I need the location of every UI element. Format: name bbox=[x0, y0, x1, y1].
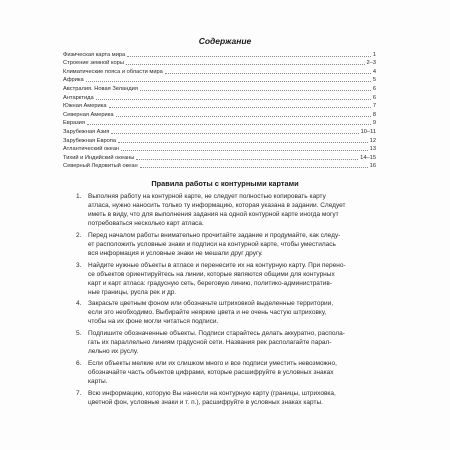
rule-number: 6. bbox=[76, 359, 82, 367]
rule-line: Если объекты мелкие или их слишком много и все подписи уместить невозможно, bbox=[88, 359, 337, 367]
toc-item-title: Зарубежная Европа bbox=[63, 137, 117, 144]
rule-text bbox=[88, 192, 386, 228]
toc-leader-dots bbox=[111, 133, 358, 134]
toc-title: Содержание bbox=[198, 36, 252, 46]
rule-line: се объектов ориентируйтесь на линии, которые являются общими для контурных bbox=[88, 270, 335, 278]
toc-row bbox=[63, 119, 376, 128]
rule-number: 1. bbox=[76, 193, 82, 200]
toc-item-title: Южная Америка bbox=[63, 103, 107, 110]
toc-item-title: Зарубежная Азия bbox=[63, 128, 110, 135]
toc-leader-dots bbox=[87, 124, 371, 125]
rule-line: карт и карт атласа: градусную сеть, береговую линию, политико-административ- bbox=[88, 279, 333, 287]
rule-line: иметь в виду, что для выполнения задания на одной контурной карте иногда могут bbox=[88, 211, 339, 219]
toc-leader-dots bbox=[116, 116, 371, 117]
rule-line: Закрасьте цветным фоном или обозначьте штриховкой выделенные территории, bbox=[88, 300, 334, 308]
toc-item-page: 12 bbox=[369, 137, 376, 144]
toc-item-page: 4 bbox=[372, 68, 376, 75]
rule-line: Всю информацию, которую Вы нанесли на контурную карту (границы, штриховка, bbox=[88, 389, 336, 397]
toc-row bbox=[63, 50, 376, 59]
toc-item-page: 8 bbox=[372, 111, 376, 118]
toc-item-page: 13 bbox=[369, 146, 376, 153]
toc-item-page: 6 bbox=[372, 94, 376, 101]
rule-text bbox=[88, 231, 386, 258]
toc-item-title: Антарктида bbox=[63, 94, 94, 101]
rule-number: 3. bbox=[76, 261, 82, 269]
toc-item-page: 10–11 bbox=[360, 128, 376, 135]
rule-text bbox=[88, 299, 386, 326]
rule-line: цветной фон, условные знаки и т. п.), расшифруйте в условных знаках карты. bbox=[88, 398, 323, 406]
toc-row bbox=[63, 76, 376, 85]
rule-text bbox=[88, 329, 386, 356]
rule-item bbox=[76, 231, 386, 258]
toc-leader-dots bbox=[86, 81, 371, 82]
rule-line: гать их параллельно линиям градусной сети. Названия рек располагайте парал- bbox=[88, 339, 332, 347]
toc-item-title: Строение земной коры bbox=[63, 60, 124, 67]
rule-item bbox=[76, 359, 386, 386]
toc-row bbox=[63, 84, 376, 93]
rule-line: лельно их руслу. bbox=[88, 348, 139, 356]
rule-line: атласа, нужно наносить только ту информацию, которая указана в задании. Следует bbox=[88, 202, 346, 210]
rule-line: вся информация и условные знаки не мешали друг другу. bbox=[88, 249, 263, 257]
toc-item-title: Северный Ледовитый океан bbox=[63, 163, 138, 170]
rule-line: потребоваться несколько карт атласа. bbox=[88, 220, 204, 228]
rule-line: если это необходимо. Выбирайте неяркие цвета и не очень частую штриховку, bbox=[88, 309, 327, 317]
rule-number: 2. bbox=[76, 231, 82, 239]
toc-leader-dots bbox=[109, 107, 371, 108]
rule-number: 4. bbox=[76, 300, 82, 308]
toc-leader-dots bbox=[140, 167, 368, 168]
rule-item bbox=[76, 192, 386, 228]
rule-line: карты. bbox=[88, 377, 108, 385]
toc-row bbox=[63, 102, 376, 111]
toc-row bbox=[63, 110, 376, 119]
toc-item-page: 14–15 bbox=[360, 154, 376, 161]
rule-line: обозначайте часть объектов цифрами, которые расшифруйте в условных знаках bbox=[88, 368, 334, 376]
rule-item bbox=[76, 299, 386, 326]
rule-line: Перед началом работы внимательно прочитайте задание и продумайте, как следу- bbox=[88, 231, 341, 239]
toc-item-page: 5 bbox=[372, 77, 376, 84]
toc-leader-dots bbox=[127, 56, 371, 57]
toc-leader-dots bbox=[140, 90, 371, 91]
toc-leader-dots bbox=[165, 73, 371, 74]
rule-item bbox=[76, 329, 386, 356]
rule-item bbox=[76, 389, 386, 407]
toc-leader-dots bbox=[121, 150, 368, 151]
rule-line: чтобы на их фоне могли читаться подписи. bbox=[88, 318, 219, 326]
rule-text bbox=[88, 359, 386, 386]
toc-item-page: 9 bbox=[372, 120, 376, 127]
rule-text bbox=[88, 261, 386, 297]
toc-item-title: Африка bbox=[63, 77, 84, 84]
rule-line: Найдите нужные объекты в атласе и перенесите их на контурную карту. При перено- bbox=[88, 261, 346, 269]
toc-leader-dots bbox=[96, 99, 371, 100]
rules-list bbox=[76, 192, 386, 409]
toc-row bbox=[63, 145, 376, 154]
toc-item-title: Тихий и Индийский океаны bbox=[63, 154, 135, 161]
toc-row bbox=[63, 162, 376, 171]
rule-line: ные границы, русла рек и др. bbox=[88, 288, 177, 296]
rule-number: 5. bbox=[76, 330, 82, 338]
toc-leader-dots bbox=[118, 142, 368, 143]
toc-item-title: Евразия bbox=[63, 120, 85, 127]
toc-leader-dots bbox=[136, 159, 358, 160]
toc-row bbox=[63, 59, 376, 68]
rule-line: Выполняя работу на контурной карте, не следует полностью копировать карту bbox=[88, 193, 326, 200]
toc-item-page: 16 bbox=[369, 163, 376, 170]
toc-item-title: Атлантический океан bbox=[63, 146, 120, 153]
table-of-contents bbox=[63, 50, 376, 170]
rule-line: ет расположить условные знаки и подписи на контурной карте, чтобы уместилась bbox=[88, 240, 336, 248]
toc-item-title: Северная Америка bbox=[63, 111, 114, 118]
toc-item-title: Австралия. Новая Зеландия bbox=[63, 85, 138, 92]
toc-row bbox=[63, 93, 376, 102]
toc-row bbox=[63, 136, 376, 145]
toc-item-title: Климатические пояса и области мира bbox=[63, 68, 163, 75]
rules-title: Правила работы с контурными картами bbox=[151, 179, 299, 188]
toc-row bbox=[63, 67, 376, 76]
rule-item bbox=[76, 261, 386, 297]
toc-item-page: 6 bbox=[372, 85, 376, 92]
toc-item-title: Физическая карта мира bbox=[63, 51, 126, 58]
toc-row bbox=[63, 127, 376, 136]
toc-item-page: 1 bbox=[372, 51, 376, 58]
rule-text bbox=[88, 389, 386, 407]
rule-number: 7. bbox=[76, 389, 82, 397]
toc-leader-dots bbox=[126, 64, 365, 65]
toc-item-page: 7 bbox=[372, 103, 376, 110]
toc-row bbox=[63, 153, 376, 162]
toc-item-page: 2–3 bbox=[366, 60, 376, 67]
rule-line: Подпишите обозначенные объекты. Подписи старайтесь делать аккуратно, распола- bbox=[88, 330, 345, 338]
